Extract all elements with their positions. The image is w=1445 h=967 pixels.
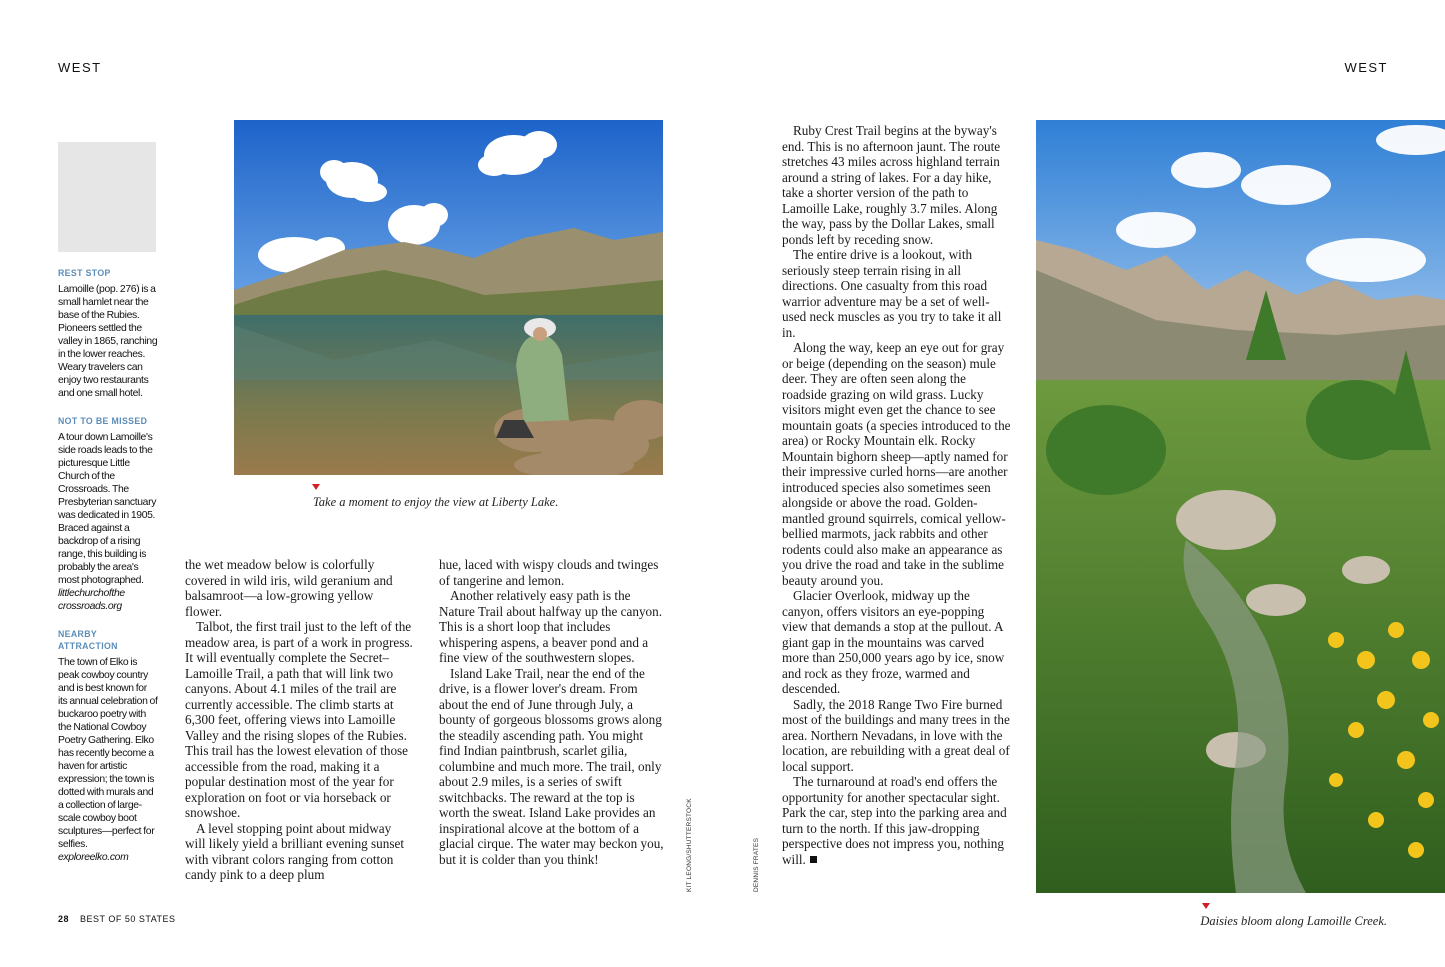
photo-credit-right: DENNIS FRATES — [753, 837, 760, 892]
sidebar-block-nearby-attraction — [58, 629, 158, 864]
paragraph-final — [782, 774, 1012, 867]
section-label-right: WEST — [1344, 60, 1388, 75]
photo-caption-left: Take a moment to enjoy the view at Liberty Lake. — [313, 495, 559, 509]
paragraph: Along the way, keep an eye out for gray or beige (depending on the season) mule deer. They are often seen along the roadside grazing on wild grass. Lucky visitors might even get the chance to see mountain goats (a species introduced to the area) or Rocky Mountain elk. Rocky Mountain bighorn sheep—aptly named for their impressive curled horns—are another introduced species also sometimes seen alongside or above the road. Golden-mantled ground squirrels, comical yellow-bellied marmots, jack rabbits and other rodents could also make an appearance as you drive the road and take in the sublime beauty around you. — [782, 340, 1011, 588]
sidebar-block-not-to-be-missed — [58, 416, 158, 613]
sidebar-text — [58, 656, 158, 864]
paragraph: Another relatively easy path is the Nature Trail about halfway up the canyon. This is a short loop that includes whispering aspens, a beaver pond and a fine view of the southwestern slopes. — [439, 588, 663, 665]
meadow-photo — [1036, 120, 1445, 893]
sidebar-url-link[interactable]: littlechurchofthe crossroads.org — [58, 588, 125, 612]
sidebar-url-link[interactable]: exploreelko.com — [58, 852, 129, 863]
paragraph: Ruby Crest Trail begins at the byway's end. This is no afternoon jaunt. The route stretches 43 miles across highland terrain around a string of lakes. For a day hike, take a shorter version of the path to Lamoille Lake, roughly 3.7 miles. Along the way, pass by the Dollar Lakes, small ponds left by receding snow. — [782, 123, 1001, 247]
sidebar-text-body: The town of Elko is peak cowboy country and is best known for its annual celebration of buckaroo poetry with the National Cowboy Poetry Gathering. Elko has recently become a haven for artistic expression; the town is dotted with murals and a collection of large-scale cowboy boot sculptures—perfect for selfies. — [58, 657, 158, 850]
lake-photo-illustration — [234, 120, 663, 475]
sidebar-heading: REST STOP — [58, 268, 111, 279]
paragraph-text: The turnaround at road's end offers the opportunity for another spectacular sight. Park the car, step into the parking area and turn to the north. If this jaw-dropping perspective does not impress you, nothing will. — [782, 774, 1007, 867]
end-mark-icon — [810, 856, 817, 863]
caption-marker-left — [312, 484, 320, 490]
paragraph: Glacier Overlook, midway up the canyon, offers visitors an eye-popping view that demands a stop at the pullout. A giant gap in the mountains was carved more than 250,000 years ago by ice, snow and rock as they froze, warmed and descended. — [782, 588, 1005, 696]
paragraph: Sadly, the 2018 Range Two Fire burned most of the buildings and many trees in the area. Northern Nevadans, in love with the location, are rebuilding with a great deal of local support. — [782, 696, 1010, 774]
sidebar-image-placeholder — [58, 142, 156, 252]
paragraph: Island Lake Trail, near the end of the drive, is a flower lover's dream. From about the end of June through July, a bounty of gorgeous blossoms grows along the steadily ascending path. You might find Indian paintbrush, scarlet gilia, columbine and much more. The trail, only about 2.9 miles, is a series of swift switchbacks. The reward at the top is worth the sweat. Island Lake provides an inspirational alcove at the bottom of a glacial cirque. The water may beckon you, but it is colder than you think! — [439, 665, 664, 867]
paragraph: A level stopping point about midway will likely yield a brilliant evening sunset with vibrant colors ranging from cotton candy pink to a deep plum — [185, 820, 405, 882]
article-column-2 — [439, 557, 667, 867]
sidebar-text: Lamoille (pop. 276) is a small hamlet near the base of the Rubies. Pioneers settled the valley in 1865, ranching in the lower reaches. Weary travelers can enjoy two restaurants and one small hotel. — [58, 284, 158, 399]
section-label-left: WEST — [58, 60, 102, 75]
paragraph: the wet meadow below is colorfully covered in wild iris, wild geranium and balsamroot—a low-growing yellow flower. — [185, 557, 393, 619]
sidebar-text — [58, 431, 158, 613]
article-column-1 — [185, 557, 413, 883]
sidebar-block-rest-stop — [58, 268, 158, 400]
caption-marker-right — [1202, 903, 1210, 909]
meadow-photo-illustration — [1036, 120, 1445, 893]
article-column-3 — [782, 123, 1012, 867]
paragraph: hue, laced with wispy clouds and twinges of tangerine and lemon. — [439, 557, 659, 588]
sidebar-heading: NEARBY ATTRACTION — [58, 629, 118, 652]
lake-photo — [234, 120, 663, 475]
page-number: 28 — [58, 914, 70, 924]
paragraph: Talbot, the first trail just to the left of the meadow area, is part of a work in progress. It will eventually complete the Secret–Lamoille Trail, a path that will link two canyons. About 4.1 miles of the trail are currently accessible. The climb starts at 6,300 feet, offering views into Lamoille Valley and the rising slopes of the Rubies. This trail has the lowest elevation of those accessible from the road, making it a popular destination most of the year for exploration on foot or via horseback or snowshoe. — [185, 619, 413, 820]
paragraph: The entire drive is a lookout, with seriously steep terrain rising in all directions. One casualty from this road warrior adventure may be a set of well-used neck muscles as you try to take it all in. — [782, 247, 1002, 340]
sidebar-text-body: A tour down Lamoille's side roads leads to the picturesque Little Church of the Crossroads. The Presbyterian sanctuary was dedicated in 1905. Braced against a backdrop of a rising range, this building is probably the area's most photographed. — [58, 432, 157, 586]
photo-credit-left: KIT LEONG/SHUTTERSTOCK — [686, 798, 693, 892]
publication-name: BEST OF 50 STATES — [80, 914, 176, 924]
sidebar-heading: NOT TO BE MISSED — [58, 416, 148, 427]
photo-caption-right: Daisies bloom along Lamoille Creek. — [1200, 914, 1387, 928]
page-footer — [58, 914, 176, 924]
sidebar — [58, 142, 158, 864]
